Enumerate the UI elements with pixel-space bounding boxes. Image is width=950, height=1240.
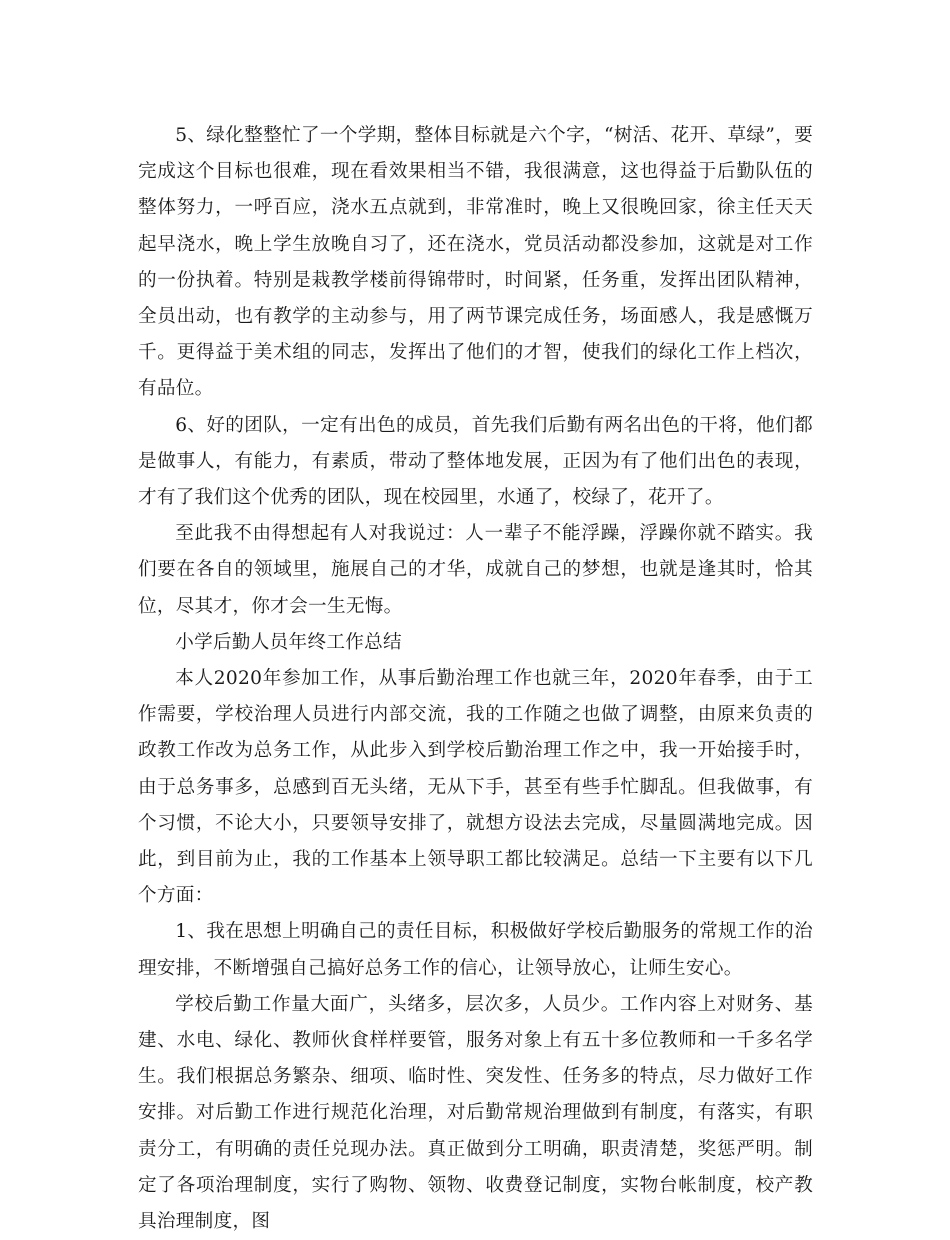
paragraph-greening: 5、绿化整整忙了一个学期，整体目标就是六个字，“树活、花开、草绿”，要完成这个目标也很难，现在看效果相当不错，我很满意，这也得益于后勤队伍的整体努力，一呼百应，浇水五点就到，非常准时，晚上又很晚回家，徐主任天天起早浇水，晚上学生放晚自习了，还在浇水，党员活动都没参加，这就是对工作的一份执着。特别是栽教学楼前得锦带时，时间紧，任务重，发挥出团队精神，全员出动，也有教学的主动参与，用了两节课完成任务，场面感人，我是感慨万千。更得益于美术组的同志，发挥出了他们的才智，使我们的绿化工作上档次，有品位。 xyxy=(138,125,813,400)
document-body xyxy=(138,118,813,1240)
paragraph-reflection: 至此我不由得想起有人对我说过：人一辈子不能浮躁，浮躁你就不踏实。我们要在各自的领域里，施展自己的才华，成就自己的梦想，也就是逢其时，恰其位，尽其才，你才会一生无悔。 xyxy=(138,523,813,617)
paragraph-point-1: 1、我在思想上明确自己的责任目标，积极做好学校后勤服务的常规工作的治理安排，不断增强自己搞好总务工作的信心，让领导放心，让师生安心。 xyxy=(138,921,813,979)
paragraph-team: 6、好的团队，一定有出色的成员，首先我们后勤有两名出色的干将，他们都是做事人，有能力，有素质，带动了整体地发展，正因为有了他们出色的表现，才有了我们这个优秀的团队，现在校园里，水通了，校绿了，花开了。 xyxy=(138,414,813,509)
paragraph-intro: 本人2020年参加工作，从事后勤治理工作也就三年，2020年春季，由于工作需要，学校治理人员进行内部交流，我的工作随之也做了调整，由原来负责的政教工作改为总务工作，从此步入到学校后勤治理工作之中，我一开始接手时，由于总务事多，总感到百无头绪，无从下手，甚至有些手忙脚乱。但我做事，有个习惯，不论大小，只要领导安排了，就想方设法去完成，尽量圆满地完成。因此，到目前为止，我的工作基本上领导职工都比较满足。总结一下主要有以下几个方面： xyxy=(138,668,813,907)
section-title: 小学后勤人员年终工作总结 xyxy=(175,631,402,653)
paragraph-workload: 学校后勤工作量大面广，头绪多，层次多，人员少。工作内容上对财务、基建、水电、绿化、教师伙食样样要管，服务对象上有五十多位教师和一千多名学生。我们根据总务繁杂、细项、临时性、突发性、任务多的特点，尽力做好工作安排。对后勤工作进行规范化治理，对后勤常规治理做到有制度，有落实，有职责分工，有明确的责任兑现办法。真正做到分工明确，职责清楚，奖惩严明。制定了各项治理制度，实行了购物、领物、收费登记制度，实物台帐制度，校产教具治理制度，图 xyxy=(138,993,813,1233)
